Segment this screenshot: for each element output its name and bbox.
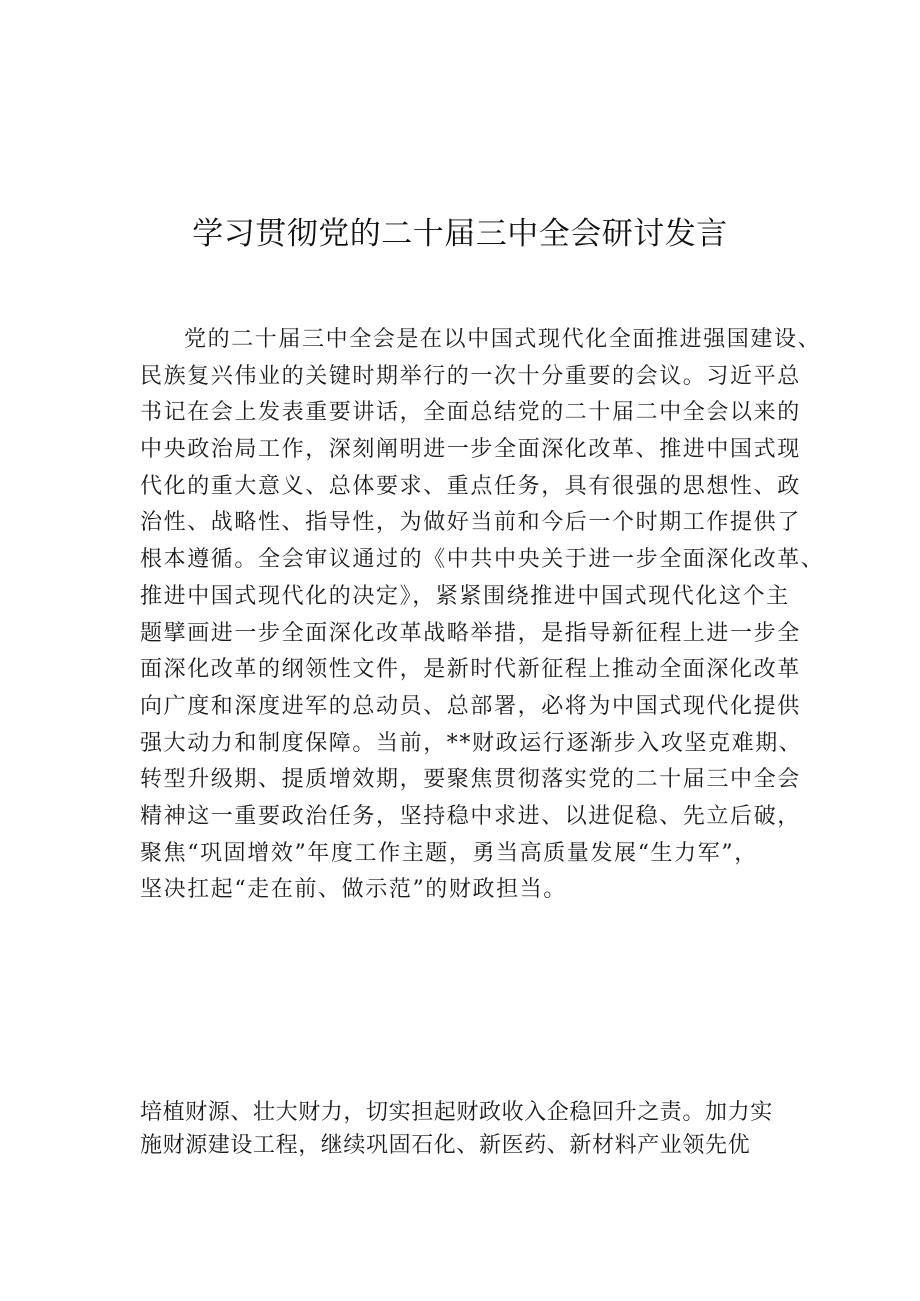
paragraph-1-line: 中央政治局工作，深刻阐明进一步全面深化改革、推进中国式现: [140, 437, 801, 463]
paragraph-1-line: 聚焦“巩固增效”年度工作主题，勇当高质量发展“生力军”，: [140, 840, 758, 866]
paragraph-1-line: 推进中国式现代化的决定》，紧紧围绕推进中国式现代化这个主: [140, 583, 790, 609]
paragraph-1: [140, 322, 825, 909]
document-title: 学习贯彻党的二十届三中全会研讨发言: [192, 216, 728, 252]
paragraph-1-line: 向广度和深度进军的总动员、总部署，必将为中国式现代化提供: [140, 693, 801, 719]
paragraph-1-line: 题擘画进一步全面深化改革战略举措，是指导新征程上进一步全: [140, 620, 801, 646]
paragraph-1-line: 根本遵循。全会审议通过的《中共中央关于进一步全面深化改革、: [140, 547, 825, 573]
paragraph-2-line: 培植财源、壮大财力，切实担起财政收入企稳回升之责。加力实: [140, 1100, 773, 1125]
paragraph-2: [140, 1096, 820, 1162]
paragraph-1-line: 党的二十届三中全会是在以中国式现代化全面推进强国建设、: [184, 327, 822, 352]
paragraph-1-line: 代化的重大意义、总体要求、重点任务，具有很强的思想性、政: [140, 473, 801, 499]
paragraph-2-line: 施财源建设工程，继续巩固石化、新医药、新材料产业领先优: [140, 1133, 751, 1158]
paragraph-1-line: 强大动力和制度保障。当前，**财政运行逐渐步入攻坚克难期、: [140, 730, 803, 756]
paragraph-1-line: 面深化改革的纲领性文件，是新时代新征程上推动全面深化改革: [140, 657, 801, 683]
paragraph-1-line: 书记在会上发表重要讲话，全面总结党的二十届二中全会以来的: [140, 400, 801, 426]
paragraph-1-line: 坚决扛起“走在前、做示范”的财政担当。: [140, 877, 567, 903]
paragraph-1-line: 治性、战略性、指导性，为做好当前和今后一个时期工作提供了: [140, 510, 801, 536]
paragraph-1-line: 民族复兴伟业的关键时期举行的一次十分重要的会议。习近平总: [140, 363, 801, 389]
paragraph-1-line: 转型升级期、提质增效期，要聚焦贯彻落实党的二十届三中全会: [140, 767, 801, 793]
paragraph-1-line: 精神这一重要政治任务，坚持稳中求进、以进促稳、先立后破，: [140, 803, 801, 829]
